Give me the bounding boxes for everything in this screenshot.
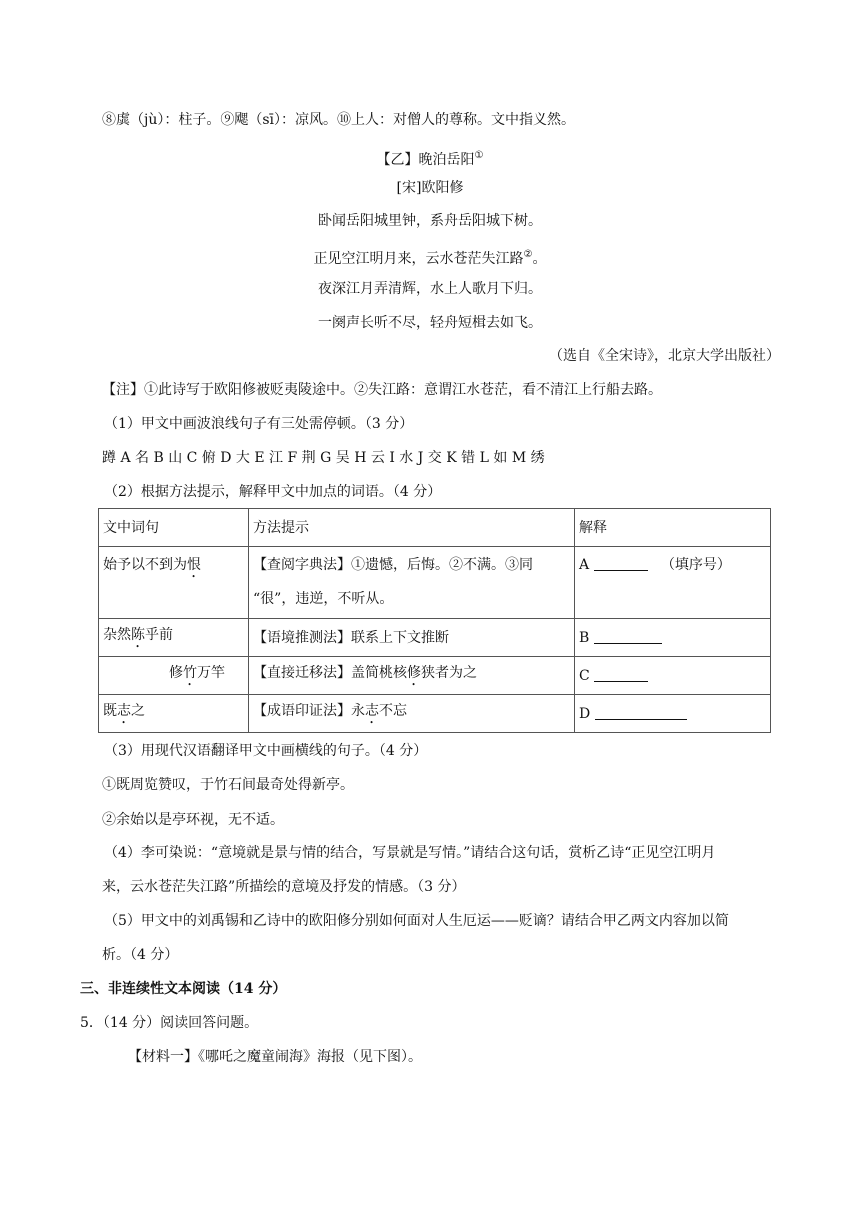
header-cell: 解释: [575, 509, 771, 547]
gloss-table-header: [99, 509, 771, 547]
dotted-word: 修: [407, 664, 421, 681]
phrase-cell: [99, 619, 249, 657]
hint-cell: 【语境推测法】联系上下文推断: [249, 619, 575, 657]
answer-cell: [575, 547, 771, 619]
dotted-word: 陈: [131, 626, 145, 643]
hint-text: 【成语印证法】永: [253, 702, 365, 719]
poem-note: 【注】①此诗写于欧阳修被贬夷陵途中。②失江路：意谓江水苍茫，看不清江上行船去路。: [102, 382, 662, 398]
poem-line-1: 卧闻岳阳城里钟，系舟岳阳城下树。: [318, 213, 542, 229]
poem-line-3: 夜深江月弄清辉，水上人歌月下归。: [318, 281, 542, 297]
question-4-line-1: （4）李可染说：“意境就是景与情的结合，写景就是写情。”请结合这句话，赏析乙诗“正见空江明月: [104, 845, 716, 861]
phrase-cell: [99, 657, 249, 695]
answer-label: D: [579, 705, 591, 722]
answer-note: （填序号）: [660, 557, 731, 573]
poem-line-2: [0, 245, 860, 269]
table-row: [99, 695, 771, 733]
poem-line-2-end: 。: [532, 251, 547, 267]
hint-cell: [249, 547, 575, 619]
question-1-prompt: （1）甲文中画波浪线句子有三处需停顿。（3 分）: [104, 416, 414, 432]
poem-source: （选自《全宋诗》，北京大学出版社）: [549, 348, 780, 364]
poem-line-4: 一阕声长听不尽，轻舟短楫去如飞。: [318, 315, 542, 331]
poem-line-2-footnote-mark: ②: [523, 249, 533, 260]
answer-blank[interactable]: [595, 705, 687, 720]
answer-cell: [575, 695, 771, 733]
phrase-text: 既: [103, 702, 117, 719]
hint-text: 【直接迁移法】盖简桃核: [253, 664, 407, 681]
item-5-heading: 5．（14 分）阅读回答问题。: [80, 1015, 259, 1031]
dotted-word: 志: [365, 702, 379, 719]
table-row: [99, 619, 771, 657]
phrase-text: 杂然: [103, 626, 131, 643]
question-4-line-2: 来，云水苍茫失江路”所描绘的意境及抒发的情感。（3 分）: [102, 879, 466, 895]
answer-label: A: [579, 557, 590, 573]
hint-text: 不忘: [379, 702, 407, 719]
question-1-sentence: 蹲 A 名 B 山 C 俯 D 大 E 江 F 荆 G 吴 H 云 I 水 J 交 K 错 L 如 M 绣: [102, 450, 545, 466]
answer-cell: [575, 619, 771, 657]
answer-blank[interactable]: [594, 556, 648, 571]
phrase-text: 乎前: [145, 626, 173, 643]
hint-text: 狭者为之: [421, 664, 477, 681]
phrase-cell: [99, 547, 249, 619]
answer-blank[interactable]: [594, 667, 648, 682]
hint-line: 【查阅字典法】①遗憾，后悔。②不满。③同: [253, 557, 533, 573]
footnotes-top: ⑧虡（jù）：柱子。⑨飔（sī）：凉风。⑩上人：对僧人的尊称。文中指义然。: [102, 112, 576, 128]
question-2-prompt: （2）根据方法提示，解释甲文中加点的词语。（4 分）: [104, 484, 442, 500]
poem-title-footnote-mark: ①: [474, 150, 484, 161]
poem-author: [宋]欧阳修: [396, 180, 464, 196]
phrase-cell: [99, 695, 249, 733]
material-1-caption: 【材料一】《哪吒之魔童闹海》海报（见下图）。: [128, 1049, 422, 1065]
question-3-prompt: （3）用现代汉语翻译甲文中画横线的句子。（4 分）: [104, 743, 428, 759]
dotted-word: 竹: [183, 664, 197, 681]
phrase-text: 修: [169, 664, 183, 681]
dotted-word: 恨: [187, 557, 201, 573]
table-row: [99, 547, 771, 619]
question-3-sentence-1: ①既周览赞叹，于竹石间最奇处得新亭。: [102, 777, 354, 793]
question-5-line-1: （5）甲文中的刘禹锡和乙诗中的欧阳修分别如何面对人生厄运——贬谪？请结合甲乙两文内容加以简: [104, 913, 729, 929]
phrase-text: 之: [131, 702, 145, 719]
phrase-text: 万竿: [197, 664, 225, 681]
poem-line-2-text: 正见空江明月来，云水苍茫失江路: [313, 251, 524, 267]
header-cell: 文中词句: [99, 509, 249, 547]
question-5-line-2: 析。（4 分）: [102, 947, 179, 963]
poem-title-text: 【乙】晚泊岳阳: [376, 152, 475, 168]
poem-title: [0, 146, 860, 170]
table-row: [99, 657, 771, 695]
answer-label: B: [579, 629, 590, 646]
hint-cell: [249, 695, 575, 733]
phrase-text: 始予以不到为: [103, 557, 187, 573]
answer-label: C: [579, 667, 590, 684]
hint-cell: [249, 657, 575, 695]
answer-cell: [575, 657, 771, 695]
gloss-table: [98, 508, 771, 733]
answer-blank[interactable]: [594, 629, 662, 644]
question-3-sentence-2: ②余始以是亭环视，无不适。: [102, 812, 284, 828]
dotted-word: 志: [117, 702, 131, 719]
section-heading-3: 三、非连续性文本阅读（14 分）: [80, 981, 287, 997]
hint-line: “很”，违逆，不听从。: [253, 591, 394, 607]
header-cell: 方法提示: [249, 509, 575, 547]
